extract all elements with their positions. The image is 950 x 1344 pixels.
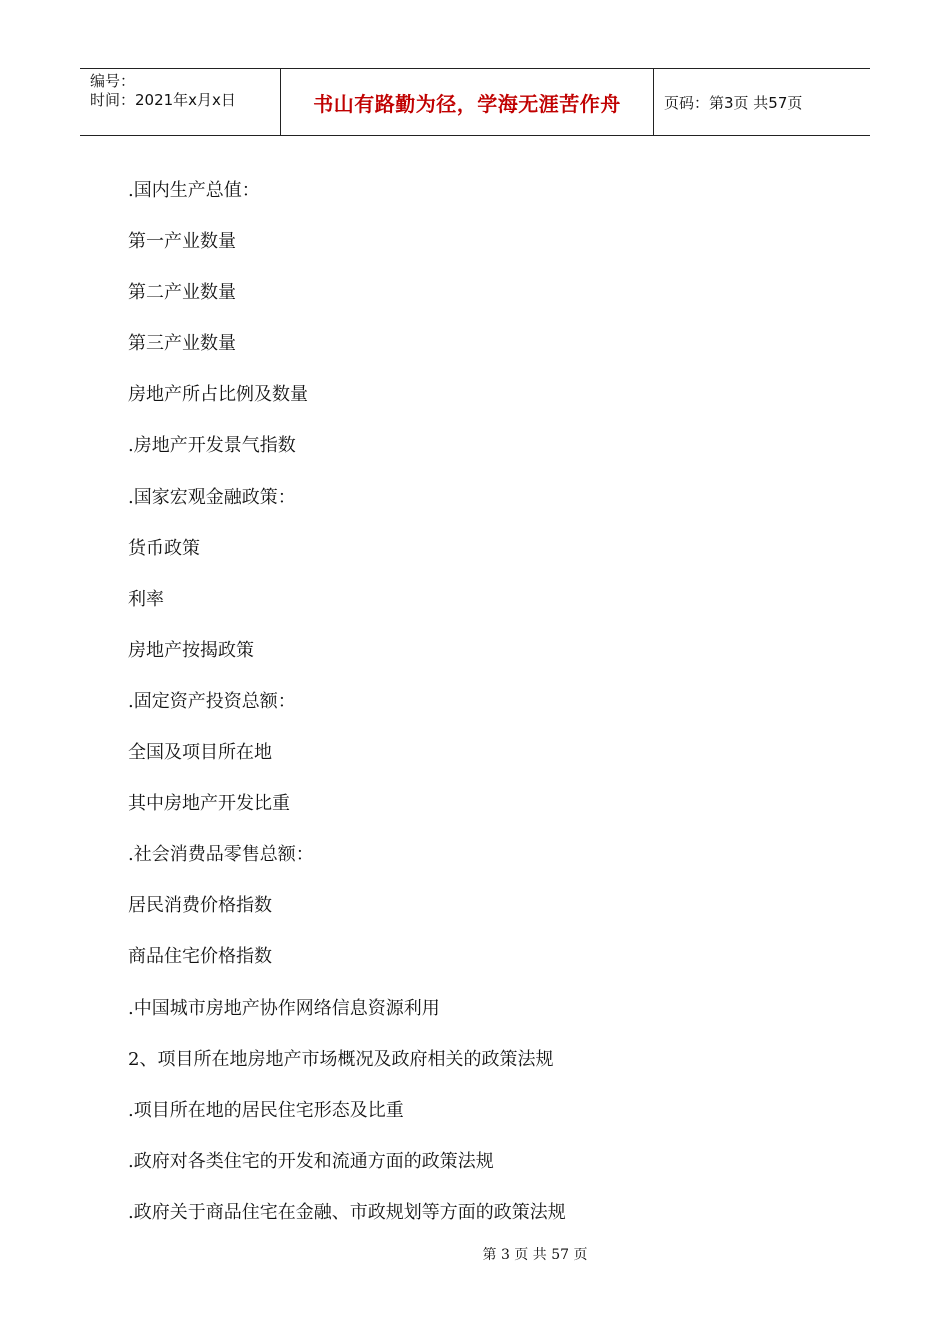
body-line: 居民消费价格指数: [128, 895, 272, 917]
body-line: 第三产业数量: [128, 333, 236, 355]
body-line: 第二产业数量: [128, 282, 236, 304]
body-line: .国内生产总值：: [128, 180, 260, 201]
body-line: .固定资产投资总额：: [128, 690, 296, 712]
body-line: 2、项目所在地房地产市场概况及政府相关的政策法规: [128, 1048, 554, 1070]
page-footer: 第 3 页 共 57 页: [482, 1247, 588, 1263]
body-line: .国家宏观金融政策：: [128, 486, 296, 508]
body-line: 商品住宅价格指数: [128, 946, 272, 968]
header-meta-cell: [80, 69, 281, 135]
body-line: 其中房地产开发比重: [128, 793, 290, 815]
body-line: .政府关于商品住宅在金融、市政规划等方面的政策法规: [128, 1201, 566, 1223]
body-line: .社会消费品零售总额：: [128, 844, 314, 866]
body-line: 第一产业数量: [128, 231, 236, 253]
header-motto: 书山有路勤为径，学海无涯苦作舟: [281, 69, 654, 135]
body-line: .政府对各类住宅的开发和流通方面的政策法规: [128, 1150, 494, 1172]
body-line: 房地产按揭政策: [128, 639, 254, 661]
time-label: 时间：2021年x月x日: [90, 91, 236, 109]
body-line: 全国及项目所在地: [128, 742, 272, 764]
document-header: [80, 68, 870, 136]
body-line: 利率: [128, 588, 164, 610]
body-line: 货币政策: [128, 537, 200, 559]
body-line: .项目所在地的居民住宅形态及比重: [128, 1099, 404, 1121]
header-page-info: 页码：第3页 共57页: [664, 93, 803, 112]
number-label: 编号：: [90, 72, 136, 90]
document-body: [128, 175, 828, 1248]
body-line: .房地产开发景气指数: [128, 435, 296, 457]
body-line: 房地产所占比例及数量: [128, 384, 308, 406]
body-line: .中国城市房地产协作网络信息资源利用: [128, 997, 440, 1019]
